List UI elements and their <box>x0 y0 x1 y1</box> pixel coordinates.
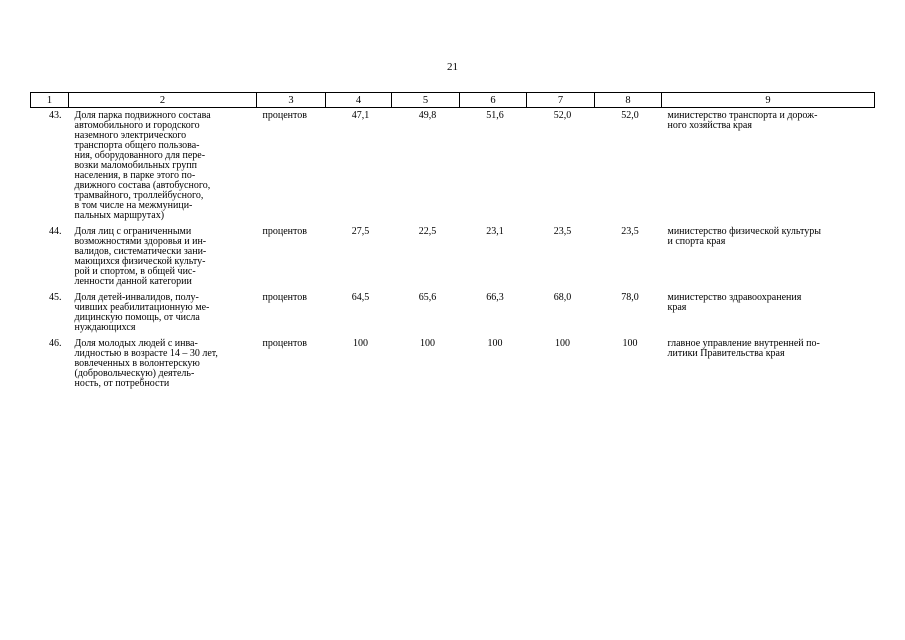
column-header: 7 <box>527 93 595 108</box>
name-line: Доля парка подвижного состава <box>74 110 211 121</box>
responsible-body <box>662 338 875 394</box>
name-line: населения, в парке этого по- <box>74 170 196 181</box>
value-cell <box>595 108 662 227</box>
unit: процентов <box>262 226 307 237</box>
table-header-row <box>31 93 875 108</box>
unit: процентов <box>262 338 307 349</box>
value: 100 <box>555 338 570 349</box>
row-number: 43. <box>49 110 62 121</box>
responsible-line: министерство транспорта и дорож- <box>667 110 818 121</box>
column-header: 4 <box>326 93 392 108</box>
column-header: 2 <box>69 93 257 108</box>
value-cell <box>595 292 662 338</box>
value-cell <box>326 292 392 338</box>
name-line: пальных маршрутах) <box>74 210 165 221</box>
value-cell <box>392 292 460 338</box>
value: 100 <box>420 338 435 349</box>
value-cell <box>392 338 460 394</box>
indicator-name <box>69 338 257 394</box>
name-line: ния, оборудованного для пере- <box>74 150 206 161</box>
responsible-line: и спорта края <box>667 236 726 247</box>
name-line: возки маломобильных групп <box>74 160 197 171</box>
value: 100 <box>353 338 368 349</box>
indicators-table <box>30 92 875 394</box>
column-header: 8 <box>595 93 662 108</box>
value: 66,3 <box>486 292 504 303</box>
table-row <box>31 108 875 227</box>
value: 52,0 <box>553 110 572 121</box>
indicator-name <box>69 292 257 338</box>
column-header: 3 <box>257 93 326 108</box>
page-number: 21 <box>447 61 458 73</box>
value-cell <box>527 292 595 338</box>
value-cell <box>460 226 527 292</box>
name-line: Доля молодых людей с инва- <box>74 338 198 349</box>
value-cell <box>392 226 460 292</box>
unit: процентов <box>262 292 307 303</box>
name-line: лидностью в возрасте 14 – 30 лет, <box>74 348 218 359</box>
value-cell <box>527 226 595 292</box>
value: 27,5 <box>351 226 370 237</box>
value-cell <box>460 292 527 338</box>
name-line: движного состава (автобусного, <box>74 180 211 191</box>
name-line: в том числе на межмуници- <box>74 200 193 211</box>
column-header: 9 <box>662 93 875 108</box>
responsible-line: литики Правительства края <box>667 348 785 359</box>
value: 49,8 <box>418 110 437 121</box>
responsible-line: министерство физической культуры <box>667 226 821 237</box>
column-header: 5 <box>392 93 460 108</box>
unit: процентов <box>262 110 307 121</box>
value-cell <box>595 338 662 394</box>
row-number: 45. <box>49 292 62 303</box>
responsible-body <box>662 108 875 227</box>
indicator-name <box>69 108 257 227</box>
name-line: ленности данной категории <box>74 276 192 287</box>
value-cell <box>460 338 527 394</box>
responsible-line: министерство здравоохранения <box>667 292 802 303</box>
value: 23,5 <box>621 226 639 237</box>
responsible-body <box>662 226 875 292</box>
value-cell <box>392 108 460 227</box>
row-number: 44. <box>49 226 62 237</box>
value-cell <box>326 338 392 394</box>
name-line: возможностями здоровья и ин- <box>74 236 207 247</box>
responsible-body <box>662 292 875 338</box>
table-row <box>31 338 875 394</box>
value: 23,5 <box>553 226 572 237</box>
name-line: вовлеченных в волонтерскую <box>74 358 200 369</box>
column-header: 1 <box>31 93 69 108</box>
column-header: 6 <box>460 93 527 108</box>
value: 22,5 <box>418 226 437 237</box>
value: 68,0 <box>553 292 572 303</box>
value-cell <box>527 108 595 227</box>
name-line: Доля лиц с ограниченными <box>74 226 192 237</box>
value-cell <box>460 108 527 227</box>
value: 100 <box>487 338 503 349</box>
value: 64,5 <box>351 292 370 303</box>
value-cell <box>326 108 392 227</box>
value: 23,1 <box>486 226 504 237</box>
name-line: трамвайного, троллейбусного, <box>74 190 204 201</box>
indicator-name <box>69 226 257 292</box>
name-line: ность, от потребности <box>74 378 170 389</box>
value: 78,0 <box>621 292 639 303</box>
table-row <box>31 292 875 338</box>
name-line: наземного электрического <box>74 130 187 141</box>
table-row <box>31 226 875 292</box>
name-line: нуждающихся <box>74 322 136 333</box>
value: 51,6 <box>486 110 504 121</box>
name-line: Доля детей-инвалидов, полу- <box>74 292 199 303</box>
name-line: валидов, систематически зани- <box>74 246 207 257</box>
name-line: дицинскую помощь, от числа <box>74 312 200 323</box>
responsible-line: главное управление внутренней по- <box>667 338 820 349</box>
name-line: чивших реабилитационную ме- <box>74 302 210 313</box>
value: 52,0 <box>621 110 639 121</box>
name-line: мающихся физической культу- <box>74 256 206 267</box>
value: 47,1 <box>351 110 370 121</box>
value-cell <box>595 226 662 292</box>
row-number: 46. <box>49 338 62 349</box>
value: 65,6 <box>418 292 437 303</box>
name-line: транспорта общего пользова- <box>74 140 200 151</box>
value-cell <box>326 226 392 292</box>
value-cell <box>527 338 595 394</box>
responsible-line: ного хозяйства края <box>667 120 752 131</box>
name-line: рой и спортом, в общей чис- <box>74 266 196 277</box>
name-line: автомобильного и городского <box>74 120 200 131</box>
value: 100 <box>622 338 638 349</box>
name-line: (добровольческую) деятель- <box>74 368 195 379</box>
responsible-line: края <box>667 302 687 313</box>
